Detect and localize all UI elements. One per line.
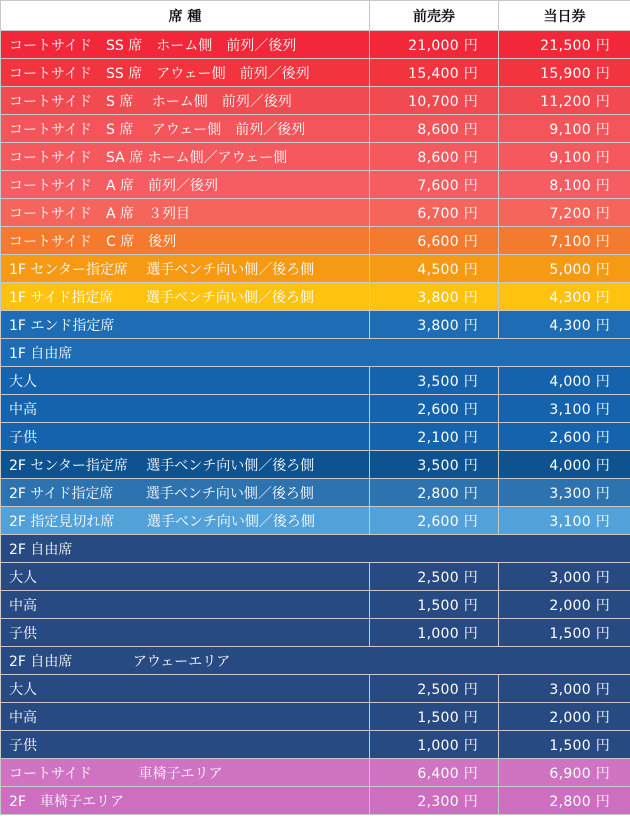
table-row — [1, 479, 630, 507]
table-row — [1, 31, 630, 59]
table-row — [1, 87, 630, 115]
same-day-price: 3,300 円 — [499, 479, 630, 507]
advance-price: 6,600 円 — [370, 227, 499, 255]
same-day-price: 4,300 円 — [499, 283, 630, 311]
seat-name: 1F センター指定席 選手ベンチ向い側／後ろ側 — [1, 255, 370, 283]
same-day-price: 5,000 円 — [499, 255, 630, 283]
same-day-price: 4,000 円 — [499, 367, 630, 395]
table-row — [1, 59, 630, 87]
advance-price: 15,400 円 — [370, 59, 499, 87]
advance-price: 2,600 円 — [370, 507, 499, 535]
table-row — [1, 367, 630, 395]
seat-name: コートサイド C 席 後列 — [1, 227, 370, 255]
same-day-price: 21,500 円 — [499, 31, 630, 59]
table-row — [1, 759, 630, 787]
same-day-price: 3,000 円 — [499, 563, 630, 591]
table-row — [1, 199, 630, 227]
header-row — [1, 1, 630, 31]
same-day-price: 2,800 円 — [499, 787, 630, 815]
advance-price: 6,700 円 — [370, 199, 499, 227]
advance-price: 1,000 円 — [370, 619, 499, 647]
same-day-price: 6,900 円 — [499, 759, 630, 787]
advance-price: 8,600 円 — [370, 143, 499, 171]
advance-price: 2,500 円 — [370, 675, 499, 703]
advance-price: 2,500 円 — [370, 563, 499, 591]
table-row — [1, 675, 630, 703]
advance-price: 3,800 円 — [370, 311, 499, 339]
table-row — [1, 143, 630, 171]
seat-name: 2F 車椅子エリア — [1, 787, 370, 815]
advance-price: 4,500 円 — [370, 255, 499, 283]
seat-name: コートサイド S 席 ホーム側 前列／後列 — [1, 87, 370, 115]
seat-name: 2F センター指定席 選手ベンチ向い側／後ろ側 — [1, 451, 370, 479]
header-advance: 前売券 — [370, 1, 499, 31]
seat-name: 子供 — [1, 619, 370, 647]
seat-name: コートサイド SA 席 ホーム側／アウェー側 — [1, 143, 370, 171]
table-row — [1, 171, 630, 199]
advance-price: 1,500 円 — [370, 591, 499, 619]
advance-price: 7,600 円 — [370, 171, 499, 199]
seat-name: 中高 — [1, 591, 370, 619]
seat-name: 2F サイド指定席 選手ベンチ向い側／後ろ側 — [1, 479, 370, 507]
seat-name: コートサイド S 席 アウェー側 前列／後列 — [1, 115, 370, 143]
seat-name: コートサイド A 席 ３列目 — [1, 199, 370, 227]
section-label: 2F 自由席 — [1, 535, 630, 563]
advance-price: 2,600 円 — [370, 395, 499, 423]
table-row — [1, 255, 630, 283]
seat-name: コートサイド 車椅子エリア — [1, 759, 370, 787]
same-day-price: 4,000 円 — [499, 451, 630, 479]
advance-price: 3,500 円 — [370, 367, 499, 395]
table-row — [1, 507, 630, 535]
seat-name: 2F 指定見切れ席 選手ベンチ向い側／後ろ側 — [1, 507, 370, 535]
section-label: 1F 自由席 — [1, 339, 630, 367]
seat-name: コートサイド SS 席 アウェー側 前列／後列 — [1, 59, 370, 87]
advance-price: 2,300 円 — [370, 787, 499, 815]
same-day-price: 7,200 円 — [499, 199, 630, 227]
seat-name: コートサイド SS 席 ホーム側 前列／後列 — [1, 31, 370, 59]
seat-name: 中高 — [1, 395, 370, 423]
same-day-price: 3,100 円 — [499, 507, 630, 535]
seat-name: 1F サイド指定席 選手ベンチ向い側／後ろ側 — [1, 283, 370, 311]
advance-price: 6,400 円 — [370, 759, 499, 787]
seat-name: 子供 — [1, 731, 370, 759]
table-row — [1, 451, 630, 479]
section-row — [1, 535, 630, 563]
advance-price: 3,800 円 — [370, 283, 499, 311]
table-row — [1, 283, 630, 311]
same-day-price: 1,500 円 — [499, 619, 630, 647]
advance-price: 2,800 円 — [370, 479, 499, 507]
same-day-price: 7,100 円 — [499, 227, 630, 255]
advance-price: 8,600 円 — [370, 115, 499, 143]
section-row — [1, 647, 630, 675]
same-day-price: 2,000 円 — [499, 703, 630, 731]
table-row — [1, 731, 630, 759]
table-row — [1, 423, 630, 451]
same-day-price: 9,100 円 — [499, 143, 630, 171]
seat-name: 大人 — [1, 675, 370, 703]
advance-price: 21,000 円 — [370, 31, 499, 59]
seat-name: 大人 — [1, 367, 370, 395]
table-row — [1, 591, 630, 619]
table-row — [1, 563, 630, 591]
same-day-price: 3,000 円 — [499, 675, 630, 703]
table-row — [1, 115, 630, 143]
table-row — [1, 787, 630, 815]
table-row — [1, 703, 630, 731]
seat-name: 1F エンド指定席 — [1, 311, 370, 339]
same-day-price: 2,000 円 — [499, 591, 630, 619]
same-day-price: 11,200 円 — [499, 87, 630, 115]
section-label: 2F 自由席 アウェーエリア — [1, 647, 630, 675]
same-day-price: 2,600 円 — [499, 423, 630, 451]
same-day-price: 4,300 円 — [499, 311, 630, 339]
seat-name: コートサイド A 席 前列／後列 — [1, 171, 370, 199]
table-row — [1, 227, 630, 255]
same-day-price: 15,900 円 — [499, 59, 630, 87]
advance-price: 1,000 円 — [370, 731, 499, 759]
same-day-price: 9,100 円 — [499, 115, 630, 143]
table-row — [1, 619, 630, 647]
same-day-price: 3,100 円 — [499, 395, 630, 423]
seat-name: 大人 — [1, 563, 370, 591]
table-row — [1, 395, 630, 423]
section-row — [1, 339, 630, 367]
price-rows — [1, 31, 630, 815]
header-seat: 席 種 — [1, 1, 370, 31]
seat-name: 子供 — [1, 423, 370, 451]
same-day-price: 1,500 円 — [499, 731, 630, 759]
seat-name: 中高 — [1, 703, 370, 731]
advance-price: 10,700 円 — [370, 87, 499, 115]
header-same-day: 当日券 — [499, 1, 630, 31]
same-day-price: 8,100 円 — [499, 171, 630, 199]
table-row — [1, 311, 630, 339]
advance-price: 3,500 円 — [370, 451, 499, 479]
advance-price: 2,100 円 — [370, 423, 499, 451]
advance-price: 1,500 円 — [370, 703, 499, 731]
